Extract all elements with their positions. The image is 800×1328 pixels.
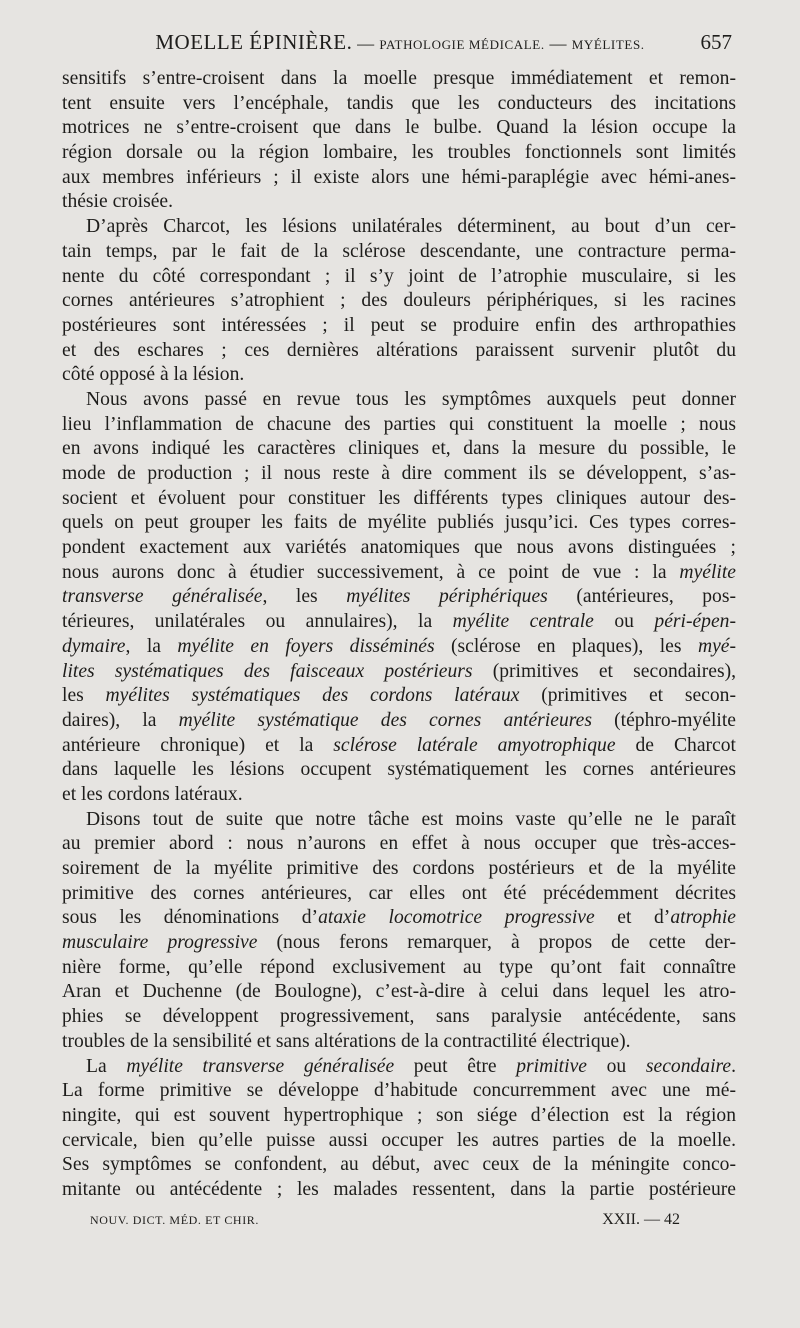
italic-term: dymaire [62, 635, 126, 657]
text-line [62, 660, 736, 685]
text-line [62, 684, 736, 709]
running-header [62, 28, 738, 56]
text-line: Ses symptômes se confondent, au début, avec ceux de la méningite conco- [62, 1154, 736, 1176]
italic-term: péri-épen- [654, 611, 736, 633]
header-separator: — [352, 34, 380, 53]
running-title [62, 28, 738, 59]
text-run: ou [593, 611, 655, 633]
text-line [62, 635, 736, 660]
italic-term: ataxie locomotrice progressive [318, 907, 595, 929]
text-line: tent ensuite vers l’encéphale, tandis que les conducteurs des incitations [62, 92, 736, 114]
text-line [62, 585, 736, 610]
text-line [62, 709, 736, 734]
italic-term: secondaire [645, 1055, 732, 1077]
footer-signature: XXII. — 42 [602, 1211, 680, 1228]
text-run: peut être [394, 1055, 517, 1077]
text-line: au premier abord : nous n’aurons en effet à nous occuper que très-acces- [62, 833, 736, 855]
text-line: nière forme, qu’elle répond exclusivement au type qu’ont fait connaître [62, 956, 736, 978]
page-footer [90, 1208, 690, 1232]
text-run: , les [262, 586, 347, 608]
text-run: (sclérose en plaques), les [434, 635, 698, 657]
text-line: côté opposé à la lésion. [62, 364, 245, 386]
italic-term: atrophie [670, 907, 736, 929]
text-line: aux membres inférieurs ; il existe alors une hémi-paraplégie avec hémi-anes- [62, 166, 736, 188]
text-line: tain temps, par le fait de la sclérose descendante, une contracture perma- [62, 240, 736, 262]
text-line: postérieures sont intéressées ; il peut se produire enfin des arthropathies [62, 314, 736, 336]
italic-term: myélite en foyers disséminés [177, 635, 435, 657]
text-line: quels on peut grouper les faits de myélite publiés jusqu’ici. Ces types corres- [62, 512, 736, 534]
text-run: daires), la [62, 709, 179, 731]
italic-term: sclérose latérale amyotrophique [333, 734, 616, 756]
text-line [62, 734, 736, 759]
text-line: en avons indiqué les caractères cliniques et, dans la mesure du possible, le [62, 438, 736, 460]
header-topic: MYÉLITES. [571, 37, 645, 52]
text-run: térieures, unilatérales ou annulaires), la [62, 611, 453, 633]
text-line: primitive des cornes antérieures, car elles ont été précédemment décrites [62, 882, 736, 904]
italic-term: myélite [679, 561, 736, 583]
text-run: La [86, 1055, 127, 1077]
text-run: , la [125, 635, 178, 657]
text-line [62, 1055, 736, 1080]
italic-term: myélite systématique des cornes antérieures [178, 709, 592, 731]
text-line: phies se développent progressivement, sans paralysie antécédente, sans [62, 1006, 736, 1028]
text-line: cornes antérieures s’atrophient ; des douleurs périphériques, si les racines [62, 290, 736, 312]
text-line [62, 906, 736, 931]
text-line: La forme primitive se développe d’habitude concurremment avec une mé- [62, 1080, 736, 1102]
header-separator: — [544, 34, 572, 53]
text-line: thésie croisée. [62, 191, 173, 213]
text-line: mode de production ; il nous reste à dire comment ils se développent, s’as- [62, 463, 736, 484]
italic-term: transverse généralisée [62, 586, 263, 608]
italic-term: lites systématiques des faisceaux postérieurs [62, 660, 473, 682]
italic-term: myélites systématiques des cordons latéraux [105, 685, 520, 707]
text-run: (nous ferons remarquer, à propos de cette der- [257, 932, 736, 954]
text-run: antérieure chronique) et la [62, 734, 334, 756]
text-run: (téphro-myélite [591, 709, 736, 731]
text-line: cervicale, bien qu’elle puisse aussi occuper les autres parties de la moelle. [62, 1129, 736, 1151]
italic-term: myélites périphériques [346, 586, 548, 608]
text-line: lieu l’inflammation de chacune des parties qui constituent la moelle ; nous [62, 413, 736, 435]
text-run: . [731, 1055, 737, 1077]
page-number: 657 [700, 30, 732, 54]
text-line: région dorsale ou la région lombaire, les troubles fonctionnels sont limités [62, 142, 736, 164]
italic-term: myé- [697, 635, 737, 657]
text-run: (antérieures, pos- [547, 586, 736, 608]
text-line: motrices ne s’entre-croisent que dans le bulbe. Quand la lésion occupe la [62, 117, 736, 139]
text-line: Disons tout de suite que notre tâche est moins vaste qu’elle ne le paraît [86, 808, 736, 830]
text-line: nente du côté correspondant ; il s’y joint de l’atrophie musculaire, si les [62, 265, 736, 287]
text-run: les [62, 685, 106, 707]
text-line: Nous avons passé en revue tous les symptômes auxquels peut donner [86, 388, 736, 410]
text-run: (primitives et secondaires), [472, 660, 737, 682]
text-line: troubles de la sensibilité et sans altérations de la contractilité électrique). [62, 1030, 631, 1052]
header-section: MOELLE ÉPINIÈRE. [155, 30, 353, 54]
text-run: nous aurons donc à étudier successivement, à ce point de vue : la [62, 561, 680, 583]
text-line [62, 610, 736, 635]
text-run: et d’ [594, 907, 671, 929]
text-line: Aran et Duchenne (de Boulogne), c’est-à-dire à celui dans lequel les atro- [62, 981, 736, 1003]
text-line: ningite, qui est souvent hypertrophique ; son siége d’élection est la région [62, 1104, 736, 1126]
body-text [62, 67, 736, 1203]
text-line: pondent exactement aux variétés anatomiques que nous avons distinguées ; [62, 537, 736, 559]
text-run: de Charcot [615, 734, 736, 756]
text-line: socient et évoluent pour constituer les différents types cliniques autour des- [62, 487, 736, 509]
text-line: et les cordons latéraux. [62, 783, 243, 805]
text-line: et des eschares ; ces dernières altérations paraissent survenir plutôt du [62, 339, 736, 361]
text-run: sous les dénominations d’ [62, 907, 319, 929]
text-line [62, 931, 736, 956]
text-line: sensitifs s’entre-croisent dans la moelle presque immédiatement et remon- [62, 68, 736, 89]
italic-term: myélite transverse généralisée [126, 1055, 395, 1077]
italic-term: primitive [516, 1055, 587, 1077]
text-line [62, 561, 736, 586]
text-run: (primitives et secon- [519, 685, 736, 707]
italic-term: myélite centrale [452, 611, 594, 633]
text-line: mitante ou antécédente ; les malades ressentent, dans la partie postérieure [62, 1178, 736, 1200]
text-line: soirement de la myélite primitive des cordons postérieurs et de la myélite [62, 858, 736, 879]
text-run: ou [586, 1055, 646, 1077]
text-line: D’après Charcot, les lésions unilatérales déterminent, au bout d’un cer- [86, 216, 736, 238]
italic-term: musculaire progressive [62, 932, 258, 954]
header-subject: PATHOLOGIE MÉDICALE. [379, 37, 545, 52]
text-line: dans laquelle les lésions occupent systématiquement les cornes antérieures [62, 759, 736, 781]
footer-publication: NOUV. DICT. MÉD. ET CHIR. [90, 1213, 260, 1227]
